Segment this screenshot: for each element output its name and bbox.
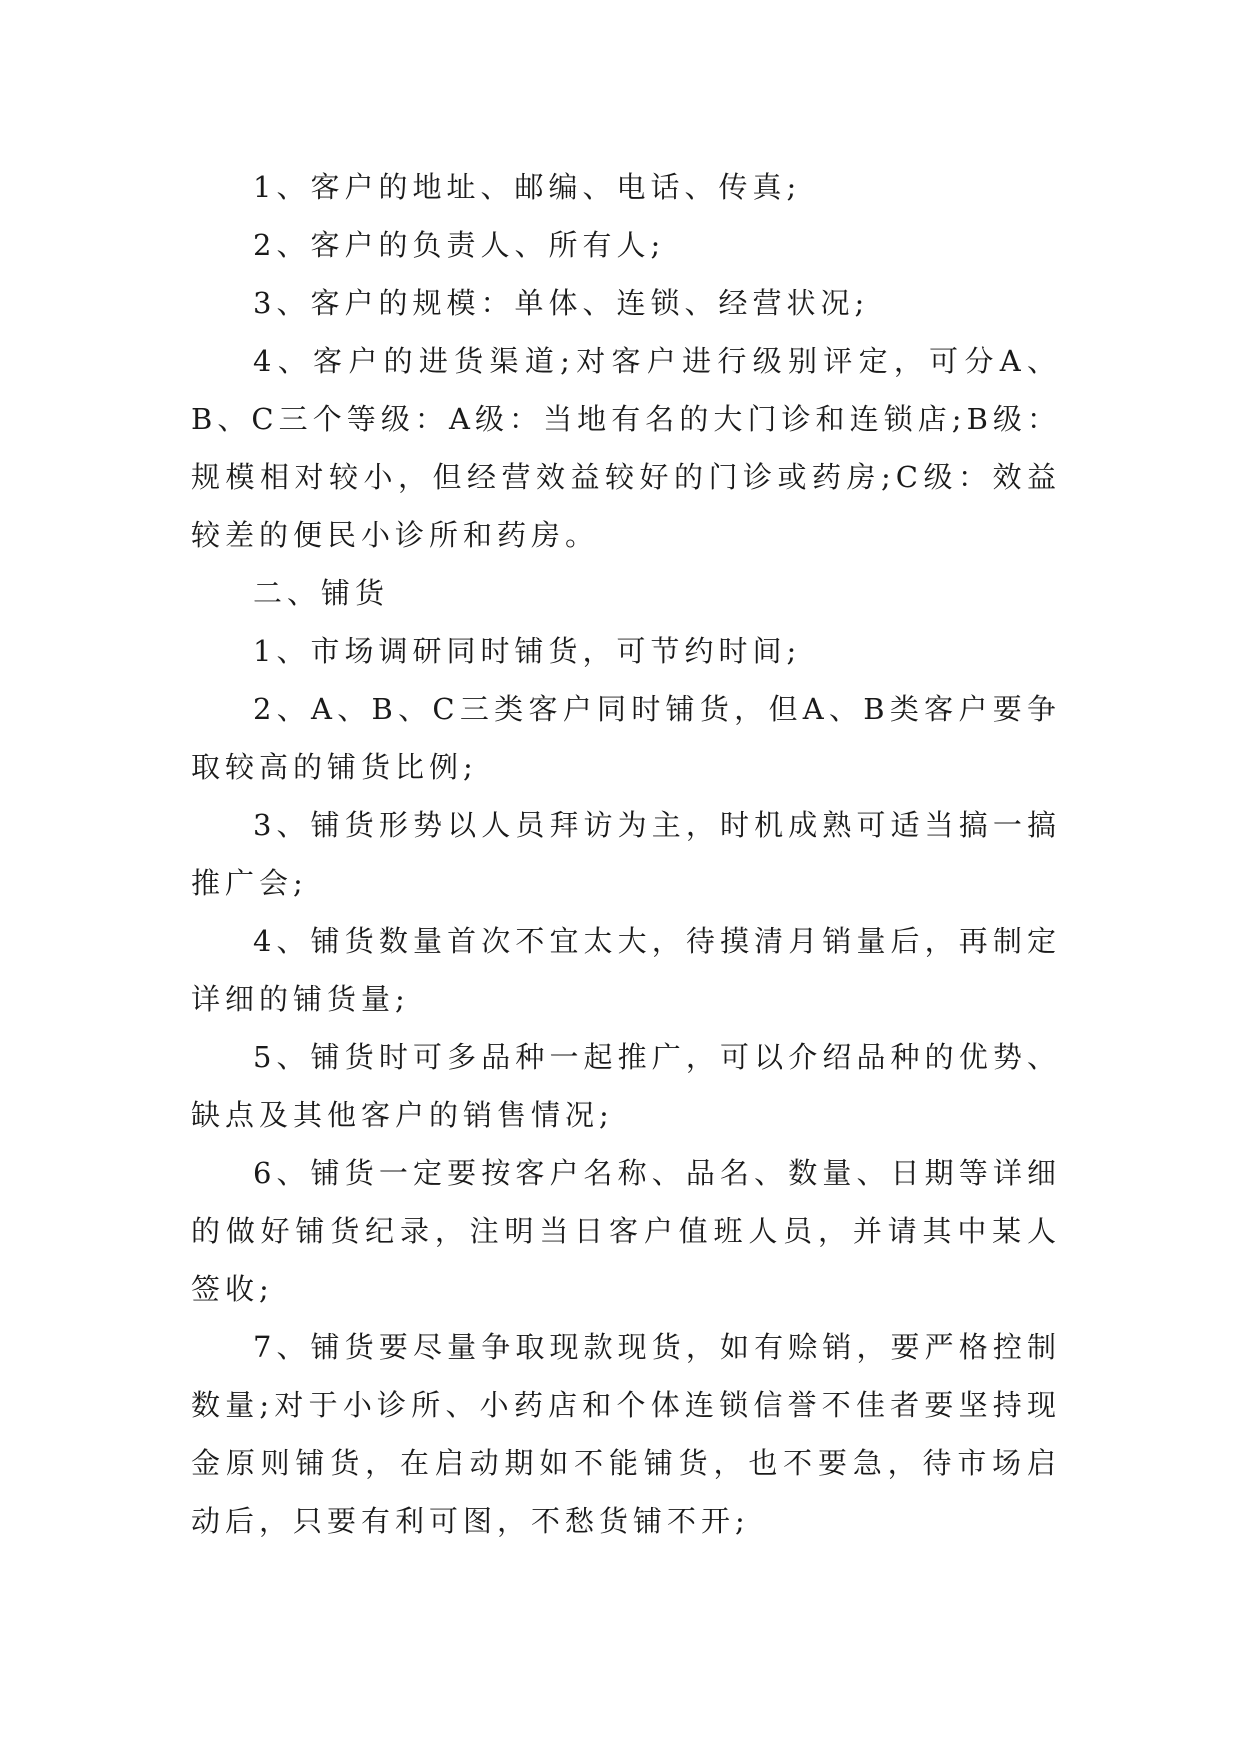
paragraph-item-10: 6、铺货一定要按客户名称、品名、数量、日期等详细的做好铺货纪录，注明当日客户值班人员，并请其中某人签收; — [191, 1156, 1061, 1306]
paragraph-item-1: 1、客户的地址、邮编、电话、传真; — [253, 170, 802, 204]
paragraph-item-6: 2、A、B、C三类客户同时铺货，但A、B类客户要争取较高的铺货比例; — [191, 692, 1061, 784]
paragraph-item-7: 3、铺货形势以人员拜访为主，时机成熟可适当搞一搞推广会; — [191, 808, 1061, 900]
paragraph-item-8: 4、铺货数量首次不宜太大，待摸清月销量后，再制定详细的铺货量; — [191, 924, 1061, 1016]
paragraph-item-9: 5、铺货时可多品种一起推广，可以介绍品种的优势、缺点及其他客户的销售情况; — [191, 1040, 1061, 1132]
section-heading-distribution: 二、铺货 — [253, 576, 390, 610]
paragraph-item-3: 3、客户的规模：单体、连锁、经营状况; — [253, 286, 870, 320]
paragraph-item-5: 1、市场调研同时铺货，可节约时间; — [253, 634, 802, 668]
document-body — [191, 158, 1061, 1550]
paragraph-item-2: 2、客户的负责人、所有人; — [253, 228, 666, 262]
paragraph-item-11: 7、铺货要尽量争取现款现货，如有赊销，要严格控制数量;对于小诊所、小药店和个体连锁信誉不佳者要坚持现金原则铺货，在启动期如不能铺货，也不要急，待市场启动后，只要有利可图，不愁货铺不开; — [191, 1330, 1061, 1538]
paragraph-item-4: 4、客户的进货渠道;对客户进行级别评定，可分A、B、C三个等级：A级：当地有名的大门诊和连锁店;B级：规模相对较小，但经营效益较好的门诊或药房;C级：效益较差的便民小诊所和药房。 — [191, 344, 1061, 552]
